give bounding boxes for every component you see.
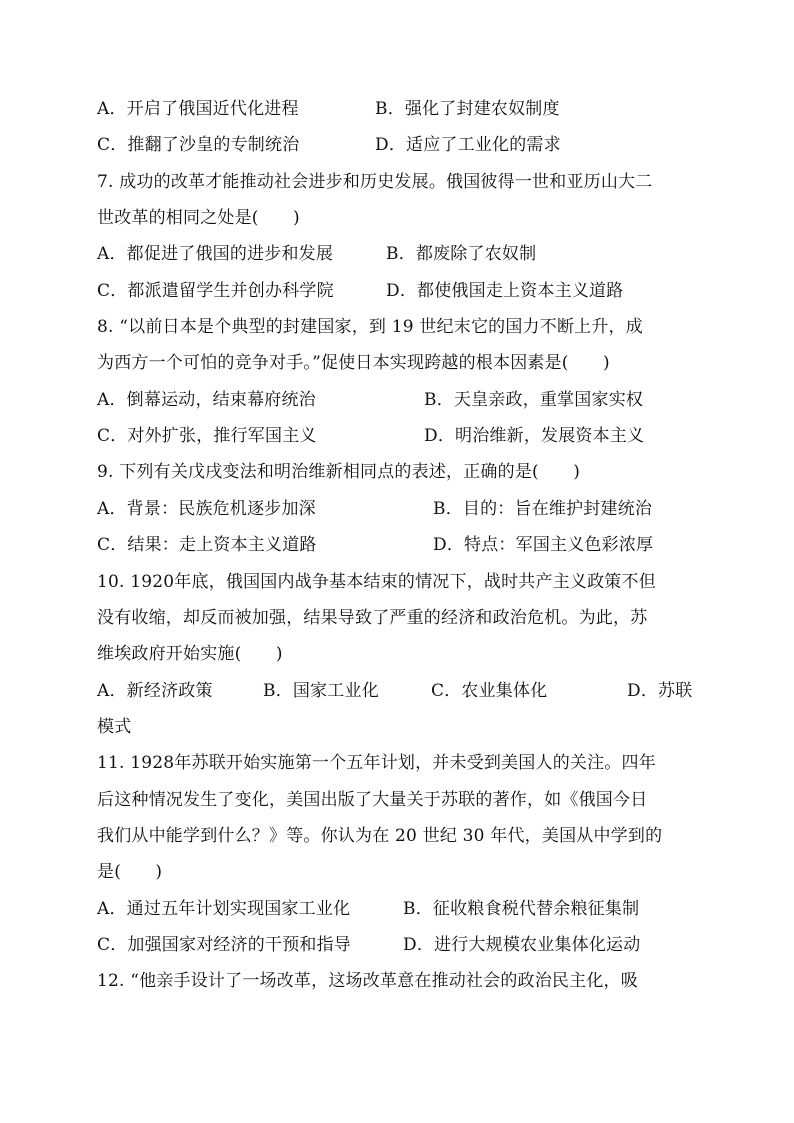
q7-stem-line-2: 世改革的相同之处是( )	[97, 208, 300, 228]
q7-option-c: C．都派遣留学生并创办科学院	[97, 281, 334, 301]
q12-stem-line-1: 12. “他亲手设计了一场改革，这场改革意在推动社会的政治民主化，吸	[97, 971, 638, 991]
q6-option-c: C．推翻了沙皇的专制统治	[97, 135, 300, 155]
q8-stem-line-1: 8. “以前日本是个典型的封建国家，到 19 世纪末它的国力不断上升，成	[97, 317, 643, 337]
q11-stem-line-1: 11. 1928年苏联开始实施第一个五年计划，并未受到美国人的关注。四年	[97, 753, 656, 773]
q11-stem-line-2: 后这种情况发生了变化，美国出版了大量关于苏联的著作，如《俄国今日	[97, 790, 648, 810]
q11-option-d: D．进行大规模农业集体化运动	[403, 935, 641, 955]
q11-option-c: C．加强国家对经济的干预和指导	[97, 935, 352, 955]
q8-option-c: C．对外扩张，推行军国主义	[97, 426, 317, 446]
q7-stem-line-1: 7. 成功的改革才能推动社会进步和历史发展。俄国彼得一世和亚历山大二	[97, 172, 653, 192]
q10-stem-line-3: 维埃政府开始实施( )	[97, 644, 283, 664]
q10-option-d: D．苏联	[627, 681, 693, 701]
q9-option-c: C．结果：走上资本主义道路	[97, 535, 317, 555]
q10-option-b: B．国家工业化	[263, 681, 379, 701]
q11-stem-line-4: 是( )	[97, 862, 163, 882]
q6-option-b: B．强化了封建农奴制度	[375, 99, 560, 119]
q8-option-b: B．天皇亲政，重掌国家实权	[424, 390, 644, 410]
q9-option-a: A．背景：民族危机逐步加深	[97, 499, 316, 519]
q7-option-d: D．都使俄国走上资本主义道路	[386, 281, 624, 301]
q7-option-b: B．都废除了农奴制	[386, 244, 537, 264]
q9-stem-line-1: 9. 下列有关戊戌变法和明治维新相同点的表述，正确的是( )	[97, 462, 581, 482]
q11-stem-line-3: 我们从中能学到什么？》等。你认为在 20 世纪 30 年代，美国从中学到的	[97, 826, 663, 846]
q6-option-d: D．适应了工业化的需求	[375, 135, 561, 155]
q10-option-c: C．农业集体化	[431, 681, 548, 701]
q10-stem-line-2: 没有收缩，却反而被加强，结果导致了严重的经济和政治危机。为此，苏	[97, 608, 648, 628]
q8-option-a: A．倒幕运动，结束幕府统治	[97, 390, 316, 410]
q6-option-a: A．开启了俄国近代化进程	[97, 99, 299, 119]
q9-option-d: D．特点：军国主义色彩浓厚	[433, 535, 654, 555]
q10-option-d-wrap: 模式	[97, 717, 132, 737]
q11-option-b: B．征收粮食税代替余粮征集制	[403, 899, 640, 919]
q10-option-a: A．新经济政策	[97, 681, 213, 701]
q10-stem-line-1: 10. 1920年底，俄国国内战争基本结束的情况下，战时共产主义政策不但	[97, 572, 656, 592]
q8-option-d: D．明治维新，发展资本主义	[424, 426, 645, 446]
q7-option-a: A．都促进了俄国的进步和发展	[97, 244, 334, 264]
q8-stem-line-2: 为西方一个可怕的竞争对手。”促使日本实现跨越的根本因素是( )	[97, 353, 610, 373]
q9-option-b: B．目的：旨在维护封建统治	[433, 499, 653, 519]
q11-option-a: A．通过五年计划实现国家工业化	[97, 899, 351, 919]
